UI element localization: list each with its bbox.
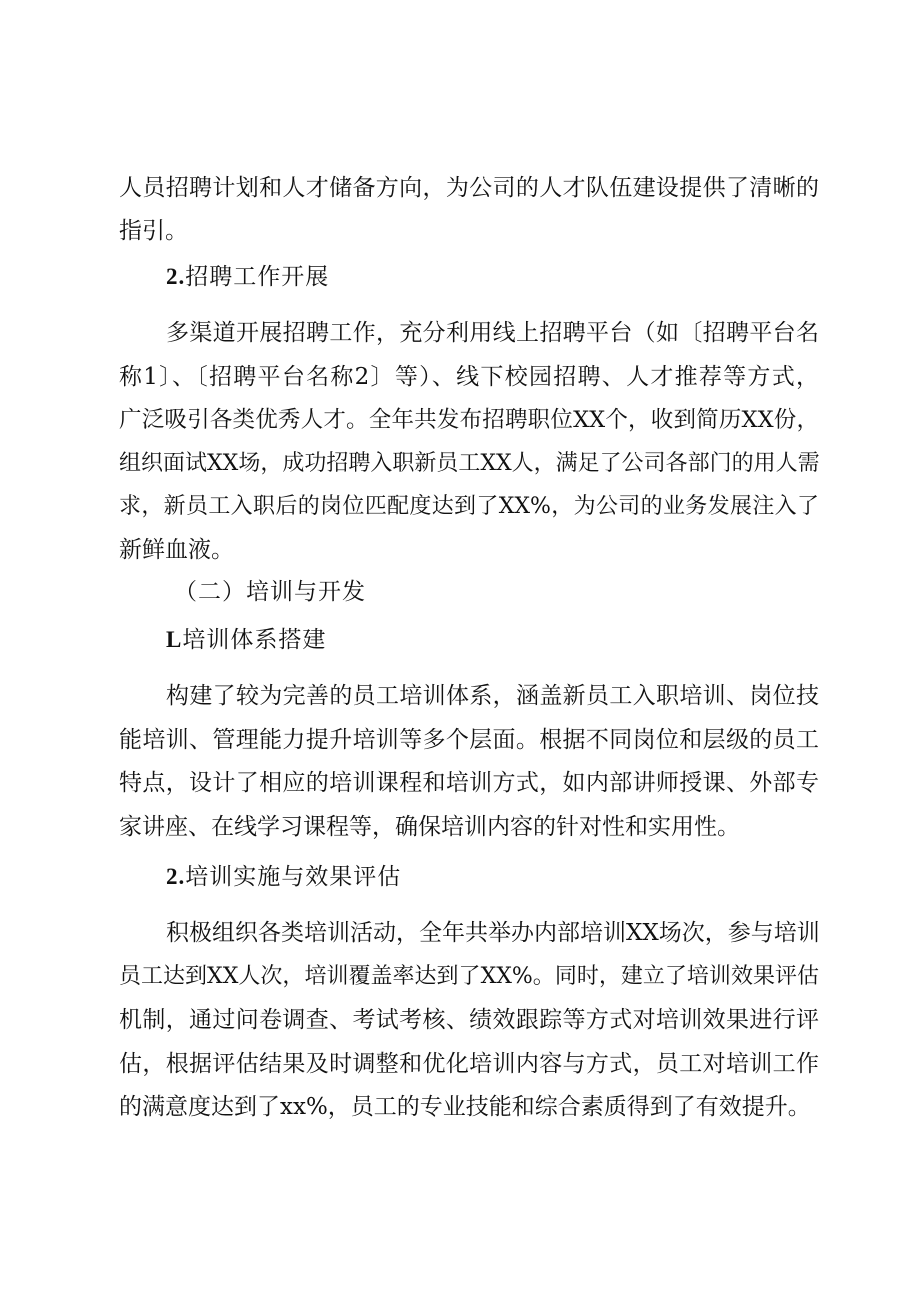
paragraph-line: 称1〕、〔招聘平台名称2〕等）、线下校园招聘、人才推荐等方式， — [119, 364, 819, 390]
paragraph-line: 组织面试XX场，成功招聘入职新员工XX人，满足了公司各部门的用人需 — [119, 451, 820, 476]
paragraph-line: 员工达到XX人次，培训覆盖率达到了XX%。同时，建立了培训效果评估 — [119, 964, 819, 989]
section-heading-training: （二）培训与开发 — [174, 579, 366, 605]
paragraph-line: 新鲜血液。 — [119, 537, 234, 563]
subheading-number: 2. — [166, 264, 186, 289]
paragraph-line: 积极组织各类培训活动，全年共举办内部培训XX场次，参与培训 — [166, 920, 820, 946]
paragraph-line: 多渠道开展招聘工作，充分利用线上招聘平台（如〔招聘平台名 — [166, 320, 819, 346]
paragraph-line: 机制，通过问卷调查、考试考核、绩效跟踪等方式对培训效果进行评 — [119, 1007, 819, 1033]
subheading-number: L — [166, 627, 183, 652]
subheading-training-system — [166, 625, 326, 655]
subheading-text: 培训实施与效果评估 — [185, 864, 402, 890]
paragraph-line: 人员招聘计划和人才储备方向，为公司的人才队伍建设提供了清晰的 — [119, 175, 819, 201]
paragraph-line: 估，根据评估结果及时调整和优化培训内容与方式，员工对培训工作 — [119, 1051, 819, 1077]
paragraph-line: 构建了较为完善的员工培训体系，涵盖新员工入职培训、岗位技 — [166, 683, 819, 709]
paragraph-line: 家讲座、在线学习课程等，确保培训内容的针对性和实用性。 — [119, 814, 740, 840]
subheading-recruitment — [166, 262, 329, 292]
paragraph-line: 指引。 — [119, 218, 188, 244]
paragraph-line: 的满意度达到了xx%，员工的专业技能和综合素质得到了有效提升。 — [119, 1094, 811, 1120]
paragraph-line: 特点，设计了相应的培训课程和培训方式，如内部讲师授课、外部专 — [119, 770, 819, 796]
subheading-number: 2. — [166, 864, 186, 889]
subheading-text: 招聘工作开展 — [185, 264, 330, 290]
paragraph-line: 广泛吸引各类优秀人才。全年共发布招聘职位XX个，收到简历XX份， — [119, 407, 819, 433]
subheading-text: 培训体系搭建 — [182, 627, 327, 653]
paragraph-line: 能培训、管理能力提升培训等多个层面。根据不同岗位和层级的员工 — [119, 727, 819, 753]
paragraph-line: 求，新员工入职后的岗位匹配度达到了XX%，为公司的业务发展注入了 — [119, 494, 819, 519]
subheading-training-evaluation — [166, 862, 401, 892]
